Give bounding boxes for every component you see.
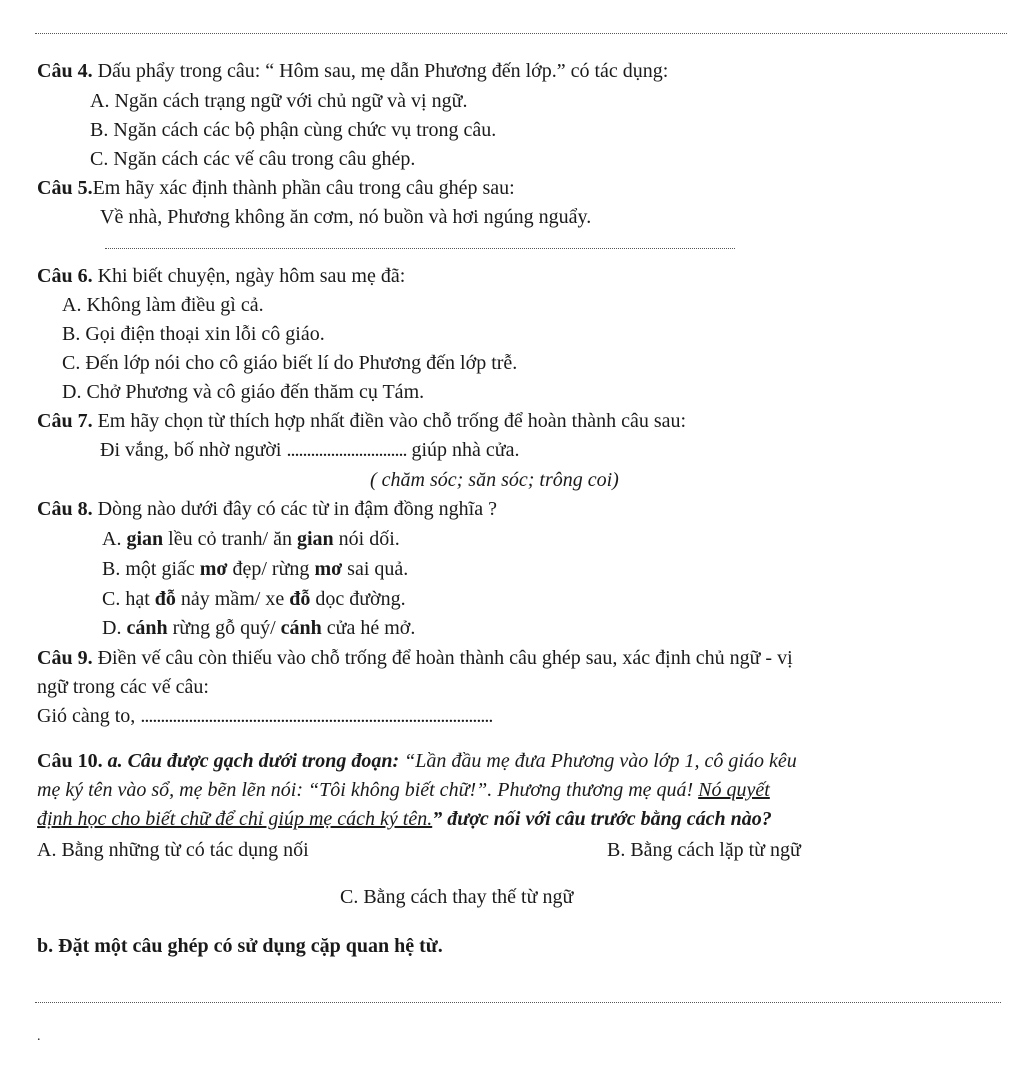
q8-a-bold-2: gian (296, 528, 334, 550)
q4-prompt (37, 57, 668, 86)
q10-underlined-2: Nó quyết (698, 779, 770, 801)
q7-sentence-end: giúp nhà cửa. (406, 439, 520, 461)
q8-b-bold-2: mơ (314, 558, 343, 580)
q9-prompt-line-1 (37, 644, 793, 673)
q9-number: Câu 9. (37, 647, 93, 669)
q8-c-pre: C. hạt (102, 588, 155, 610)
q7-sentence-start: Đi vắng, bố nhờ người (100, 439, 287, 461)
q8-b-pre: B. một giấc (102, 558, 200, 580)
q10-option-a: A. Bằng những từ có tác dụng nối (37, 839, 309, 861)
q8-text: Dòng nào dưới đây có các từ in đậm đồng nghĩa ? (92, 498, 497, 520)
q5-prompt (37, 174, 515, 203)
q10-option-b: B. Bằng cách lặp từ ngữ (607, 839, 801, 861)
q10-number: Câu 10. (37, 750, 103, 772)
q8-d-end: cửa hé mở. (321, 617, 416, 639)
q8-prompt (37, 495, 497, 524)
q8-option-c (102, 585, 406, 614)
q6-option-d: D. Chở Phương và cô giáo đến thăm cụ Tám. (62, 381, 425, 403)
q6-option-c: C. Đến lớp nói cho cô giáo biết lí do Phương đến lớp trễ. (62, 352, 518, 374)
q8-c-bold-2: đỗ (289, 588, 311, 610)
q4-text: Dấu phẩy trong câu: “ Hôm sau, mẹ dẫn Phương đến lớp.” có tác dụng: (92, 60, 669, 82)
q8-number: Câu 8. (37, 498, 93, 520)
q9-sentence-start: Gió càng to, (37, 705, 141, 727)
q4-option-b: B. Ngăn cách các bộ phận cùng chức vụ trong câu. (90, 119, 497, 141)
q8-a-mid: lều cỏ tranh/ ăn (163, 528, 297, 550)
q8-a-end: nói dối. (333, 528, 400, 550)
q9-sentence (37, 702, 492, 731)
q8-a-bold-1: gian (126, 528, 164, 550)
q8-option-d (102, 614, 415, 643)
q6-option-b: B. Gọi điện thoại xin lỗi cô giáo. (62, 323, 325, 345)
q10-underlined-3: định học cho biết chữ để chỉ giúp mẹ cách ký tên. (37, 808, 433, 830)
q10-option-c: C. Bằng cách thay thế từ ngữ (340, 886, 574, 908)
q8-c-bold-1: đỗ (154, 588, 176, 610)
q10-line-2 (37, 776, 770, 805)
q7-prompt (37, 407, 686, 436)
q8-c-mid: nảy mầm/ xe (175, 588, 290, 610)
q10-part-a-label: a. Câu được gạch dưới trong đoạn: (102, 750, 400, 772)
bottom-mark: . (37, 1029, 41, 1044)
q8-b-bold-1: mơ (199, 558, 228, 580)
q10-line-3 (37, 805, 772, 834)
q8-option-b (102, 555, 408, 584)
q10-part-b: b. Đặt một câu ghép có sử dụng cặp quan hệ từ. (37, 935, 443, 957)
q7-blank: .............................. (286, 439, 407, 461)
q8-a-pre: A. (102, 528, 127, 550)
q8-d-mid: rừng gỗ quý/ (167, 617, 281, 639)
q10-line-1 (37, 747, 797, 776)
q8-d-pre: D. (102, 617, 127, 639)
q5-text: Em hãy xác định thành phần câu trong câu ghép sau: (92, 177, 515, 199)
q8-b-end: sai quả. (342, 558, 409, 580)
q9-text-1: Điền vế câu còn thiếu vào chỗ trống để hoàn thành câu ghép sau, xác định chủ ngữ - vị (92, 647, 793, 669)
q5-answer-line (105, 248, 735, 249)
q9-prompt-line-2: ngữ trong các vế câu: (37, 676, 209, 698)
q8-c-end: dọc đường. (310, 588, 406, 610)
top-answer-line (35, 33, 1007, 34)
q10-question: ” được nối với câu trước bằng cách nào? (432, 808, 772, 830)
q4-number: Câu 4. (37, 60, 93, 82)
q7-choices: ( chăm sóc; săn sóc; trông coi) (370, 469, 619, 491)
q6-option-a: A. Không làm điều gì cả. (62, 294, 264, 316)
q7-text: Em hãy chọn từ thích hợp nhất điền vào chỗ trống để hoàn thành câu sau: (92, 410, 687, 432)
q8-d-bold-1: cánh (126, 617, 168, 639)
q6-number: Câu 6. (37, 265, 93, 287)
bottom-answer-line (35, 1002, 1001, 1003)
q9-blank: ........................................................................................ (140, 705, 493, 727)
q10-passage-2a: mẹ ký tên vào sổ, mẹ bẽn lẽn nói: “Tôi không biết chữ!”. Phương thương mẹ quá! (37, 779, 699, 801)
q7-sentence (100, 436, 519, 465)
q10-passage-1: “Lần đầu mẹ đưa Phương vào lớp 1, cô giáo kêu (399, 750, 797, 772)
q4-option-c: C. Ngăn cách các vế câu trong câu ghép. (90, 148, 416, 170)
q5-sentence: Về nhà, Phương không ăn cơm, nó buồn và hơi ngúng nguẩy. (100, 206, 592, 228)
q8-d-bold-2: cánh (280, 617, 322, 639)
q4-option-a: A. Ngăn cách trạng ngữ với chủ ngữ và vị ngữ. (90, 90, 468, 112)
q8-option-a (102, 525, 400, 554)
q7-number: Câu 7. (37, 410, 93, 432)
q6-text: Khi biết chuyện, ngày hôm sau mẹ đã: (92, 265, 406, 287)
q8-b-mid: đẹp/ rừng (227, 558, 315, 580)
q5-number: Câu 5. (37, 177, 93, 199)
q6-prompt (37, 262, 405, 291)
